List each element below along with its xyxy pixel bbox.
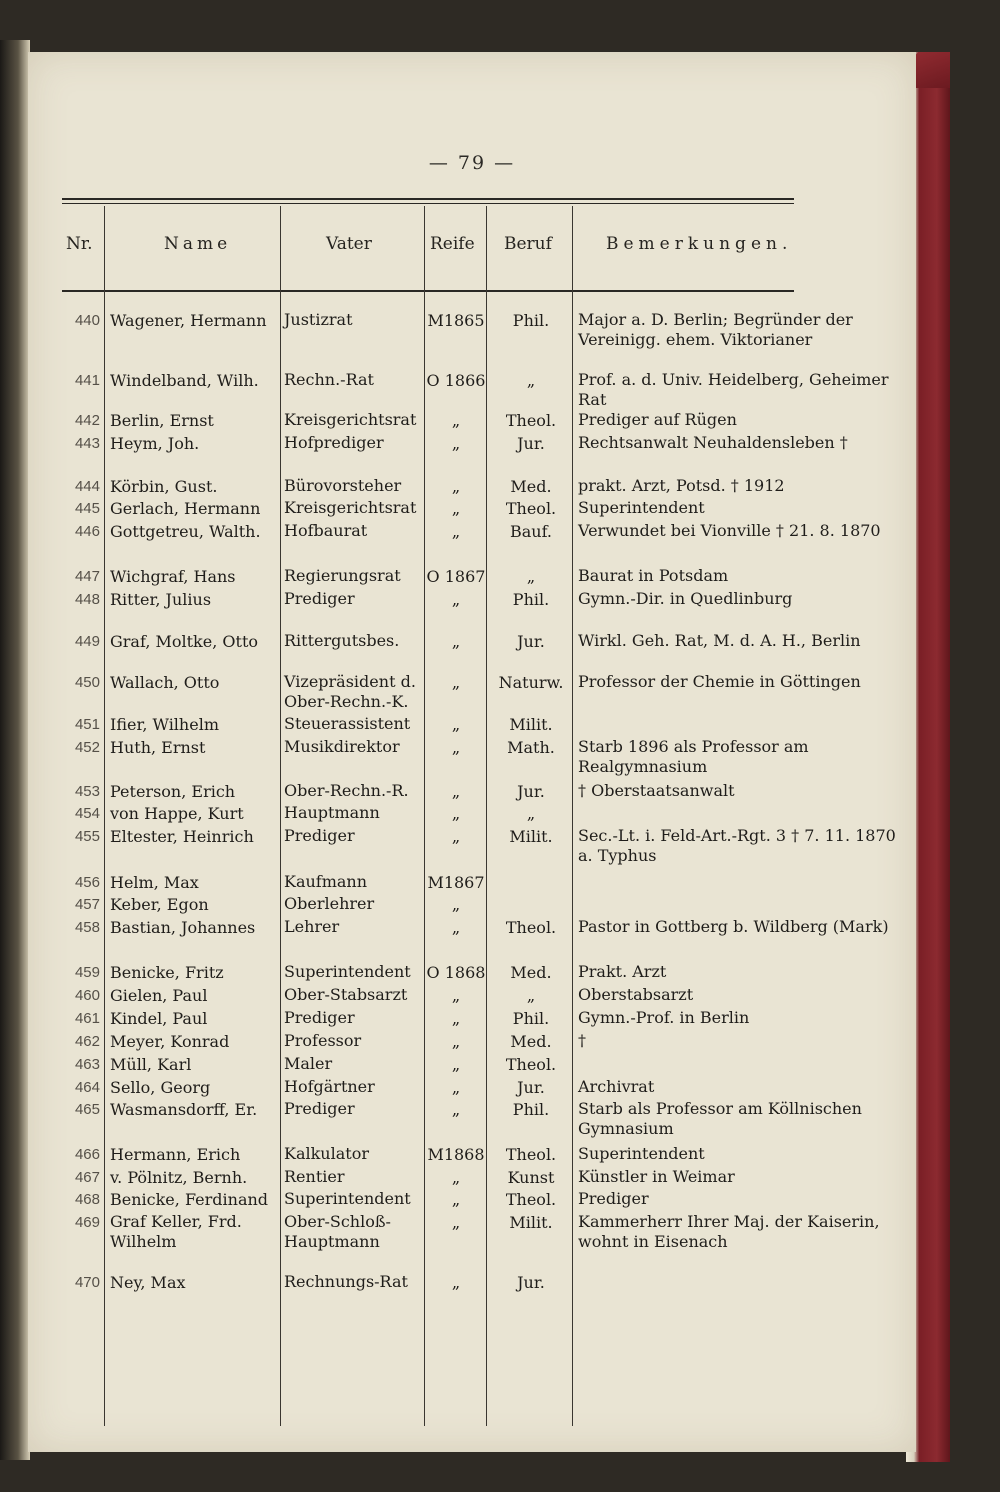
cell-reife: „: [451, 522, 461, 541]
cell-nr: 442: [74, 412, 100, 429]
cell-bemerkungen: Superintendent: [578, 1144, 705, 1163]
cell-reife: „: [451, 673, 461, 692]
cell-beruf: Theol.: [505, 1055, 557, 1074]
cell-nr: 465: [74, 1101, 100, 1118]
cell-vater: Prediger: [284, 826, 355, 845]
cell-vater: Kalkulator: [284, 1144, 369, 1163]
header-bemerkungen: Bemerkungen.: [606, 234, 793, 254]
cell-reife: „: [451, 1100, 461, 1119]
cell-beruf: Jur.: [517, 1078, 545, 1097]
cell-vater: Rechn.-Rat: [284, 370, 374, 389]
cell-reife: „: [451, 499, 461, 518]
book-page: [28, 52, 916, 1452]
cell-beruf: Theol.: [505, 499, 557, 518]
cell-nr: 449: [74, 633, 100, 650]
cell-name: Huth, Ernst: [110, 738, 206, 757]
cell-bemerkungen: Prediger auf Rügen: [578, 410, 737, 429]
cell-nr: 464: [74, 1079, 100, 1096]
cell-vater: Lehrer: [284, 917, 340, 936]
cell-nr: 470: [74, 1274, 100, 1291]
cell-reife: „: [451, 715, 461, 734]
cell-beruf: Jur.: [517, 434, 545, 453]
cell-reife: „: [451, 782, 461, 801]
cell-beruf: Math.: [507, 738, 555, 757]
cell-vater: Ober-Schloß-Hauptmann: [284, 1212, 391, 1251]
cell-name: Sello, Georg: [110, 1078, 211, 1097]
cell-reife: „: [451, 738, 461, 757]
cell-name: Ney, Max: [110, 1273, 186, 1292]
cell-reife: O 1868: [426, 963, 486, 982]
cell-name: Benicke, Ferdinand: [110, 1190, 269, 1209]
cell-nr: 447: [74, 568, 100, 585]
cell-bemerkungen: Prediger: [578, 1189, 649, 1208]
cell-reife: „: [451, 1032, 461, 1051]
cell-vater: Rechnungs-Rat: [284, 1272, 408, 1291]
cell-name: Eltester, Heinrich: [110, 827, 254, 846]
cell-name: Windelband, Wilh.: [110, 371, 259, 390]
cell-nr: 443: [74, 435, 100, 452]
cell-beruf: Theol.: [505, 918, 557, 937]
cell-nr: 457: [74, 896, 100, 913]
cell-bemerkungen: Prof. a. d. Univ. Heidelberg, Geheimer Rat: [578, 370, 889, 409]
table-top-rule: [62, 198, 794, 200]
cell-vater: Hofprediger: [284, 433, 384, 452]
cell-reife: O 1867: [426, 567, 486, 586]
cell-name: Keber, Egon: [110, 895, 209, 914]
cell-vater: Hofgärtner: [284, 1077, 375, 1096]
cell-vater: Superintendent: [284, 1189, 411, 1208]
cell-beruf: Med.: [510, 1032, 552, 1051]
cell-nr: 469: [74, 1214, 100, 1231]
cell-beruf: Med.: [510, 477, 552, 496]
cell-beruf: Bauf.: [509, 522, 553, 541]
cell-reife: „: [451, 1190, 461, 1209]
cell-name: Gerlach, Hermann: [110, 499, 261, 518]
cell-vater: Prediger: [284, 1008, 355, 1027]
cell-vater: Regierungsrat: [284, 566, 401, 585]
cell-nr: 444: [74, 478, 100, 495]
cell-vater: Bürovorsteher: [284, 476, 402, 495]
cell-nr: 458: [74, 919, 100, 936]
page-number: — 79 —: [428, 152, 516, 174]
cell-name: Wagener, Hermann: [110, 311, 267, 330]
cell-bemerkungen: †: [578, 1031, 586, 1050]
cell-bemerkungen: Gymn.-Dir. in Quedlinburg: [578, 589, 793, 608]
cell-reife: M1867: [427, 873, 485, 892]
cell-vater: Musikdirektor: [284, 737, 400, 756]
cell-name: von Happe, Kurt: [110, 804, 244, 823]
cell-beruf: „: [526, 986, 536, 1005]
cell-nr: 454: [74, 805, 100, 822]
cell-reife: „: [451, 1168, 461, 1187]
cell-nr: 445: [74, 500, 100, 517]
cell-name: Gottgetreu, Walth.: [110, 522, 261, 541]
cell-nr: 456: [74, 874, 100, 891]
cell-name: Heym, Joh.: [110, 434, 200, 453]
header-bottom-rule: [62, 290, 794, 292]
cell-beruf: Med.: [510, 963, 552, 982]
adjacent-page-edge: [0, 40, 30, 1460]
cell-reife: „: [451, 1213, 461, 1232]
cell-reife: M1865: [427, 311, 485, 330]
cell-name: Gielen, Paul: [110, 986, 208, 1005]
cell-bemerkungen: Major a. D. Berlin; Begründer der Vereinigg. ehem. Viktorianer: [578, 310, 853, 349]
cell-reife: „: [451, 895, 461, 914]
cell-name: Graf, Moltke, Otto: [110, 632, 258, 651]
cell-name: Meyer, Konrad: [110, 1032, 230, 1051]
register-table: [28, 52, 916, 1452]
cell-beruf: Theol.: [505, 1190, 557, 1209]
cell-nr: 460: [74, 987, 100, 1004]
cell-nr: 463: [74, 1056, 100, 1073]
cell-beruf: Jur.: [517, 1273, 545, 1292]
cell-reife: „: [451, 411, 461, 430]
cell-beruf: Naturw.: [498, 673, 564, 692]
cell-beruf: Kunst: [507, 1168, 555, 1187]
cell-bemerkungen: Baurat in Potsdam: [578, 566, 729, 585]
cell-nr: 459: [74, 964, 100, 981]
cell-beruf: „: [526, 567, 536, 586]
cell-bemerkungen: Prakt. Arzt: [578, 962, 667, 981]
cell-bemerkungen: Professor der Chemie in Göttingen: [578, 672, 861, 691]
cell-name: Ifier, Wilhelm: [110, 715, 219, 734]
cell-name: Müll, Karl: [110, 1055, 192, 1074]
cell-reife: M1868: [427, 1145, 485, 1164]
cell-name: Ritter, Julius: [110, 590, 212, 609]
header-beruf: Beruf: [504, 234, 552, 254]
cell-vater: Vizepräsident d. Ober-Rechn.-K.: [284, 672, 416, 711]
cell-vater: Steuerassistent: [284, 714, 411, 733]
cell-reife: „: [451, 804, 461, 823]
cell-reife: O 1866: [426, 371, 486, 390]
cell-vater: Ober-Rechn.-R.: [284, 781, 409, 800]
cell-name: Benicke, Fritz: [110, 963, 224, 982]
cell-name: Kindel, Paul: [110, 1009, 208, 1028]
cell-name: Helm, Max: [110, 873, 199, 892]
cell-reife: „: [451, 590, 461, 609]
cell-vater: Rentier: [284, 1167, 345, 1186]
cell-bemerkungen: Archivrat: [578, 1077, 655, 1096]
cell-vater: Kreisgerichtsrat: [284, 498, 417, 517]
cell-bemerkungen: Starb 1896 als Professor am Realgymnasium: [578, 737, 809, 776]
column-divider: [104, 206, 105, 1426]
cell-reife: „: [451, 1273, 461, 1292]
cell-nr: 462: [74, 1033, 100, 1050]
cell-bemerkungen: Superintendent: [578, 498, 705, 517]
cell-vater: Ober-Stabsarzt: [284, 985, 408, 1004]
cell-bemerkungen: Starb als Professor am Köllnischen Gymnasium: [578, 1099, 862, 1138]
cell-name: Körbin, Gust.: [110, 477, 218, 496]
cell-vater: Oberlehrer: [284, 894, 375, 913]
cell-beruf: „: [526, 371, 536, 390]
cell-vater: Justizrat: [284, 310, 353, 329]
cell-beruf: Theol.: [505, 1145, 557, 1164]
cell-nr: 453: [74, 783, 100, 800]
cell-beruf: Milit.: [509, 1213, 553, 1232]
cell-name: Wichgraf, Hans: [110, 567, 236, 586]
header-vater: Vater: [326, 234, 372, 254]
cell-beruf: Theol.: [505, 411, 557, 430]
cell-name: Wallach, Otto: [110, 673, 220, 692]
header-nr: Nr.: [66, 234, 93, 254]
cell-reife: „: [451, 632, 461, 651]
cell-nr: 468: [74, 1191, 100, 1208]
cell-nr: 441: [74, 372, 100, 389]
cell-nr: 461: [74, 1010, 100, 1027]
cell-nr: 451: [74, 716, 100, 733]
cell-bemerkungen: Rechtsanwalt Neuhaldensleben †: [578, 433, 848, 452]
cell-bemerkungen: Künstler in Weimar: [578, 1167, 735, 1186]
cell-reife: „: [451, 477, 461, 496]
cell-bemerkungen: Pastor in Gottberg b. Wildberg (Mark): [578, 917, 889, 936]
cell-bemerkungen: Oberstabsarzt: [578, 985, 694, 1004]
cell-vater: Kaufmann: [284, 872, 368, 891]
cell-bemerkungen: † Oberstaatsanwalt: [578, 781, 735, 800]
cell-beruf: Phil.: [512, 1009, 550, 1028]
cell-reife: „: [451, 827, 461, 846]
cell-nr: 466: [74, 1146, 100, 1163]
cell-nr: 440: [74, 312, 100, 329]
cell-beruf: Jur.: [517, 632, 545, 651]
cell-beruf: Phil.: [512, 1100, 550, 1119]
cell-reife: „: [451, 918, 461, 937]
cell-bemerkungen: Kammerherr Ihrer Maj. der Kaiserin, wohnt in Eisenach: [578, 1212, 880, 1251]
cell-name: Berlin, Ernst: [110, 411, 214, 430]
cell-reife: „: [451, 434, 461, 453]
cell-bemerkungen: Wirkl. Geh. Rat, M. d. A. H., Berlin: [578, 631, 861, 650]
cell-name: Bastian, Johannes: [110, 918, 256, 937]
cell-bemerkungen: prakt. Arzt, Potsd. † 1912: [578, 476, 785, 495]
cell-reife: „: [451, 986, 461, 1005]
table-top-rule-thin: [62, 203, 794, 204]
cell-reife: „: [451, 1009, 461, 1028]
cell-beruf: Milit.: [509, 827, 553, 846]
cell-vater: Professor: [284, 1031, 362, 1050]
column-divider: [486, 206, 487, 1426]
cell-beruf: Milit.: [509, 715, 553, 734]
cell-reife: „: [451, 1055, 461, 1074]
cell-vater: Kreisgerichtsrat: [284, 410, 417, 429]
cell-beruf: „: [526, 804, 536, 823]
cell-nr: 452: [74, 739, 100, 756]
cell-nr: 450: [74, 674, 100, 691]
header-name: Name: [164, 234, 232, 254]
cell-vater: Superintendent: [284, 962, 411, 981]
cell-bemerkungen: Gymn.-Prof. in Berlin: [578, 1008, 750, 1027]
cell-name: Hermann, Erich: [110, 1145, 241, 1164]
cell-vater: Hofbaurat: [284, 521, 368, 540]
cell-vater: Prediger: [284, 589, 355, 608]
cell-bemerkungen: Sec.-Lt. i. Feld-Art.-Rgt. 3 † 7. 11. 1870 a. Typhus: [578, 826, 896, 865]
cell-nr: 448: [74, 591, 100, 608]
cell-vater: Maler: [284, 1054, 333, 1073]
cell-nr: 467: [74, 1169, 100, 1186]
cell-name: Wasmansdorff, Er.: [110, 1100, 258, 1119]
cell-bemerkungen: Verwundet bei Vionville † 21. 8. 1870: [578, 521, 881, 540]
cell-beruf: Phil.: [512, 311, 550, 330]
cell-name: Graf Keller, Frd. Wilhelm: [110, 1212, 242, 1251]
cell-nr: 455: [74, 828, 100, 845]
cell-beruf: Phil.: [512, 590, 550, 609]
cell-nr: 446: [74, 523, 100, 540]
header-reife: Reife: [430, 234, 475, 254]
cell-vater: Prediger: [284, 1099, 355, 1118]
cell-vater: Hauptmann: [284, 803, 380, 822]
cell-vater: Rittergutsbes.: [284, 631, 400, 650]
cell-name: v. Pölnitz, Bernh.: [110, 1168, 248, 1187]
cell-beruf: Jur.: [517, 782, 545, 801]
cell-name: Peterson, Erich: [110, 782, 236, 801]
cell-reife: „: [451, 1078, 461, 1097]
